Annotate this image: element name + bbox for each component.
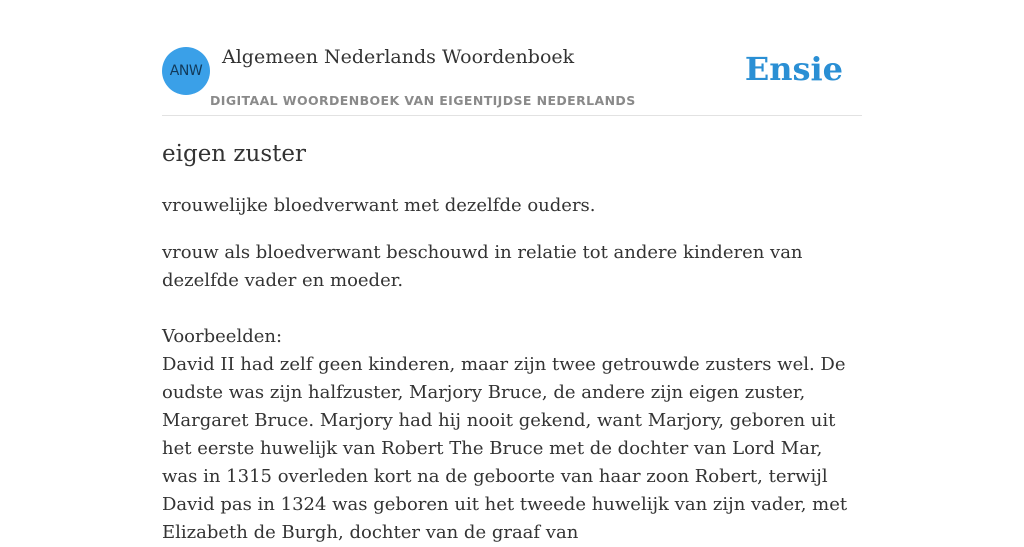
entry-content — [162, 138, 862, 547]
long-definition: vrouw als bloedverwant beschouwd in relatie tot andere kinderen van dezelfde vader en moeder. — [162, 242, 803, 291]
ensie-brand-logo[interactable]: Ensie — [744, 50, 843, 88]
examples-label: Voorbeelden: — [162, 326, 283, 347]
site-subtitle: DIGITAAL WOORDENBOEK VAN EIGENTIJDSE NEDERLANDS — [210, 93, 636, 108]
entry-headword: eigen zuster — [162, 141, 307, 167]
site-header — [162, 0, 862, 116]
example-text: David II had zelf geen kinderen, maar zijn twee getrouwde zusters wel. De oudste was zijn halfzuster, Marjory Bruce, de andere zijn eigen zuster, Margaret Bruce. Marjory had hij nooit gekend, want Marjory, geboren uit het eerste huwelijk van Robert The Bruce met de dochter van Lord Mar, was in 1315 overleden kort na de geboorte van haar zoon Robert, terwijl David pas in 1324 was geboren uit het tweede huwelijk van zijn vader, met Elizabeth de Burgh, dochter van de graaf van — [162, 354, 848, 543]
site-title[interactable]: Algemeen Nederlands Woordenboek — [222, 46, 575, 68]
anw-logo[interactable]: ANW — [162, 47, 210, 95]
short-definition: vrouwelijke bloedverwant met dezelfde ouders. — [162, 195, 596, 216]
